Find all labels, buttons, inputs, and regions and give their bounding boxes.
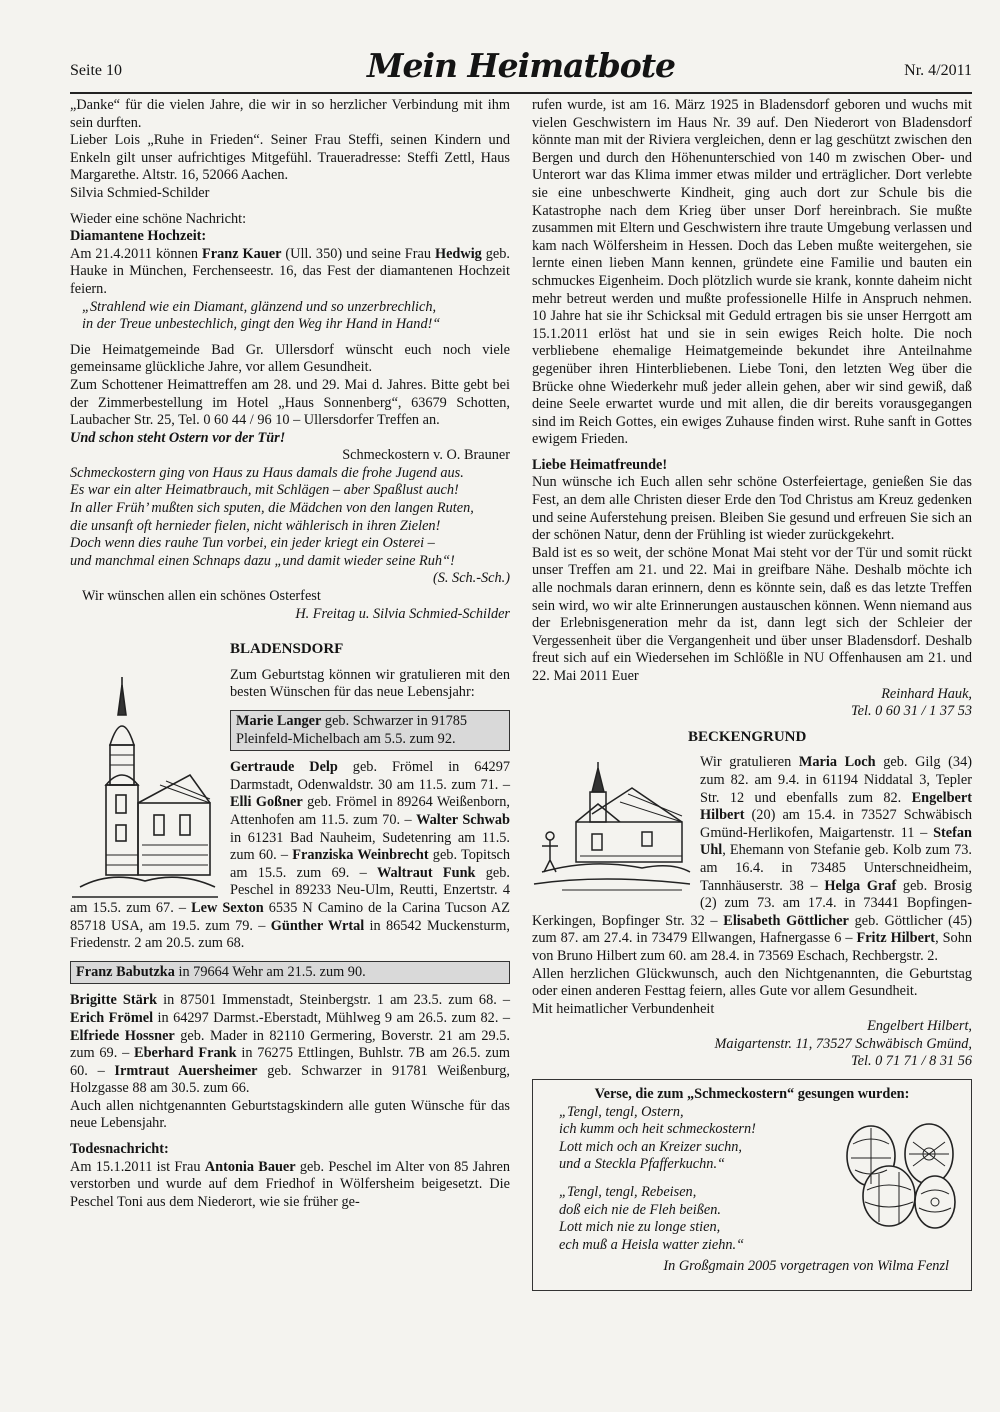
bladensdorf-birthdays-more: Brigitte Stärk in 87501 Immenstadt, Steinbergstr. 1 am 23.5. zum 68. – Erich Frömel in 64297 Darmst.-Eberstadt, Mühlweg 9 am 26.5. zum 82. – Elfriede Hossner geb. Mader in 82110 Germering, Boverstr. 21 am 29.5. zum 69. – Eberhard Frank in 76275 Ettlingen, Buhlstr. 7B am 26.5. zum 60. – Irmtraut Auersheimer geb. Schwarzer in 91781 Weißenburg, Holzgasse 88 am 30.5. zum 66. [70,992,511,1097]
poem-line: die unsanft oft hernieder fielen, nicht wählerisch in ihren Zielen! [70,517,441,534]
wedding-quote-line: „Strahlend wie ein Diamant, glänzend und so unzerbrechlich, [82,298,437,315]
page-header [70,46,972,94]
easter-eggs-illustration [841,1114,961,1232]
verse-line: ech muß a Heisla watter ziehn.“ [559,1236,745,1253]
diamond-wedding-text: Am 21.4.2011 können Franz Kauer (Ull. 350) und seine Frau Hedwig geb. Hauke in München, Ferchenseestr. 16, das Fest der diamantenen Hochzeit feiern. [70,245,510,297]
obituary-heading: Todesnachricht: [70,1141,169,1158]
poem-line: In aller Früh’ mußten sich sputen, die Mädchen von den langen Ruten, [70,500,474,517]
church-illustration [70,675,220,900]
easter-wish: Wir wünschen allen ein schönes Osterfest [82,588,321,605]
birthday-closing: Auch allen nichtgenannten Geburtstagskindern alle guten Wünsche für das neue Lebensjahr. [70,1097,510,1132]
condolence-paragraph: Lieber Lois „Ruhe in Frieden“. Seiner Frau Steffi, seinen Kindern und Enkeln gilt unser aufrichtiges Mitgefühl. Traueradresse: Steffi Zettl, Haus Margarethe. Altstr. 16, 52066 Aachen. [70,132,510,184]
page-number: Seite 10 [70,62,122,79]
verse-line: doß eich nie de Fleh beißen. [559,1201,721,1218]
left-column [70,97,510,1211]
diamond-wedding-heading: Diamantene Hochzeit: [70,228,207,245]
poem-line: Schmeckostern ging von Haus zu Haus damals die frohe Jugend aus. [70,464,464,481]
masthead-title: Mein Heimatbote [366,46,676,85]
wishes-paragraph: Die Heimatgemeinde Bad Gr. Ullersdorf wünscht euch noch viele gemeinsame glückliche Jahre, vor allem Gesundheit. [70,341,510,376]
poem-line: Es war ein alter Heimatbrauch, mit Schlägen – aber Spaßlust auch! [70,482,459,499]
meeting-reminder: Bald ist es so weit, der schöne Monat Mai steht vor der Tür und somit rückt unser Treffen am 21. und 22. Mai in greifbare Nähe. Deshalb möchte ich alle nochmals daran erinnern, denn es könnte sein, daß es das letzte Treffen sein wird, wo wir alte Erinnerungen austauschen können. Wenn niemand aus der Erlebnisgeneration mehr da ist, dann legt sich der Schleier der Vergessenheit über die Vergangenheit und über unser Bladensdorf. Deshalb freut sich auf ein Wiedersehen im Schlößle in NU Offenhausen am 21. und 22. Mai 2011 Euer [532,544,972,684]
easter-heading: Und schon steht Ostern vor der Tür! [70,429,286,446]
easter-verses-box [532,1079,972,1291]
poem-attribution: Schmeckostern v. O. Brauner [342,447,510,464]
poem-signature: (S. Sch.-Sch.) [432,570,510,587]
poem-line: Doch wenn dies rauhe Tun vorbei, ein jeder kriegt ein Osterei – [70,535,435,552]
chapel-illustration [532,762,692,897]
greeting-heading: Liebe Heimatfreunde! [532,456,668,473]
beckengrund-greeting: Mit heimatlicher Verbundenheit [532,1000,715,1017]
beckengrund-signature: Engelbert Hilbert, [867,1018,972,1035]
right-column [532,97,972,1291]
verse-line: und a Steckla Pfafferkuchn.“ [559,1156,725,1173]
beckengrund-closing: Allen herzlichen Glückwunsch, auch den Nichtgenannten, die Geburtstag oder einen anderen Festtag feiern, alles Gute vor allem Gesundheit. [532,965,972,1000]
beckengrund-address: Maigartenstr. 11, 73527 Schwäbisch Gmünd, [714,1035,972,1052]
verse-line: Lott mich och an Kreizer suchn, [559,1138,742,1155]
obituary-text: Am 15.1.2011 ist Frau Antonia Bauer geb. Peschel im Alter von 85 Jahren verstorben und wurde auf dem Friedhof in Wölfersheim beigesetzt. Die Peschel Toni aus dem Niederort, wie sie früher ge- [70,1158,510,1210]
easter-greeting: Nun wünsche ich Euch allen sehr schöne Osterfeiertage, genießen Sie das Fest, an dem alle Christen dieser Erde den Tod Christus am Kreuz gedenken und seine Auferstehung preisen. Bleiben Sie gesund und erfreuen Sie sich an der schönen Natur, denn der Frühling ist wieder zurückgekehrt. [532,474,972,544]
verse-line: „Tengl, tengl, Ostern, [559,1103,684,1120]
birthday-highlight-box: Franz Babutzka in 79664 Wehr am 21.5. zum 90. [70,961,510,985]
bladensdorf-heading: BLADENSDORF [230,641,344,658]
obituary-continuation: rufen wurde, ist am 16. März 1925 in Bladensdorf geboren und wuchs mit vielen Geschwistern im Haus Nr. 39 auf. Den Niederort von Bladensdorf könnte man mit der Riviera vergleichen, denn er lag geschützt zwischen den Bergen und durch den Höhenunterschied von 140 m zwischen Ober- und Unterort war das Klima immer etwas milder und erträglicher. Dort verlebte sie eine unbeschwerte Kindheit, ging auch dort zur Schule bis die Katastrophe nach dem Krieg über unser Dorf hereinbrach. Sie mußte zusammen mit Eltern und Geschwistern ihre traute Umgebung verlassen und kam nach Wölfersheim in Hessen. Doch das Leben mußte weitergehen, sie lernte einen lieben Mann kennen, gründete eine Familie und bauten ein schmuckes Eigenheim. Doch plötzlich wurde sie krank, konnte daheim nicht mehr betreut werden und mußte professionelle Hilfe in Anspruch nehmen. 10 Jahre hat sie ihr Schicksal mit Geduld ertragen bis sie unser Herrgott am 15.1.2011 erlöst hat und sie in sein ewiges Reich holte. Die noch verbliebene ehemalige Heimatgemeinde bekundet ihre Anteilnahme gegenüber ihren Hinterbliebenen. Liebe Toni, den letzten Weg über die Brücke ohne Wiederkehr muß jeder allein gehen, aber wir sind gewiß, daß deine Seele erwartet wurde und mit allen, die dir bereits vorausgegangen sind im Reich Gottes, ein ewiges Zuhause finden wirst. Ruhe sanft in Gottes ewigem Frieden. [532,97,972,448]
meeting-paragraph: Zum Schottener Heimattreffen am 28. und 29. Mai d. Jahres. Bitte gebt bei der Zimmerbestellung im Hotel „Haus Sonnenberg“, 63679 Schotten, Laubacher Str. 25, Tel. 0 60 44 / 96 10 – Ullersdorfer Treffen an. [70,376,510,429]
reminder-signature: Reinhard Hauk, [881,685,972,702]
reminder-phone: Tel. 0 60 31 / 1 37 53 [850,703,972,720]
wedding-quote-line: in der Treue unbestechlich, gingt den Weg ihr Hand in Hand!“ [82,316,441,333]
verse-line: Lott mich nie zu longe stien, [559,1219,721,1236]
verse-line: „Tengl, tengl, Rebeisen, [559,1184,697,1201]
thanks-paragraph: „Danke“ für die vielen Jahre, die wir in so herzlicher Verbindung mit ihm sein durften. [70,97,510,131]
beckengrund-birthdays: Wir gratulieren Maria Loch geb. Gilg (34) zum 82. am 9.4. in 61194 Niddatal 3, Tepler Str. 12 und ebenfalls zum 82. Engelbert Hilbert (20) am 15.4. in 73527 Schwäbisch Gmünd-Herlikofen, Maigartenstr. 11 – Stefan Uhl, Ehemann von Stefanie geb. Kolb zum 73. am 16.4. in 73485 Unterschneidheim, Tannhäuserstr. 38 – Helga Graf geb. Brosig (2) zum 73. am 17.4. in 73441 Bopfingen-Kerkingen, Bopfinger Str. 32 – Elisabeth Göttlicher geb. Göttlicher (45) zum 87. am 27.4. in 73479 Ellwangen, Hafnergasse 6 – Fritz Hilbert, Sohn von Bruno Hilbert zum 60. am 28.4. in 73569 Eschach, Rechbergstr. 2. [532,754,973,964]
bladensdorf-birthdays: Gertraude Delp geb. Frömel in 64297 Darmstadt, Odenwaldstr. 30 am 11.5. zum 71. – Elli Goßner geb. Frömel in 89264 Weißenborn, Attenhofen am 11.5. zum 70. – Walter Schwab in 61231 Bad Nauheim, Sudetenring am 11.5. zum 60. – Franziska Weinbrecht geb. Topitsch am 15.5. zum 69. – Waltraut Funk geb. Peschel in 89233 Neu-Ulm, Reutti, Enzertstr. 4 am 15.5. zum 67. – Lew Sexton 6535 N Camino de la Carina Tucson AZ 85718 USA, am 19.5. zum 79. – Günther Wrtal in 86542 Muckensturm, Friedenstr. 2 am 20.5. zum 68. [70,759,510,952]
poem-line: und manchmal einen Schnaps dazu „und damit wieder seine Ruh“! [70,552,455,569]
verses-credit: In Großgmain 2005 vorgetragen von Wilma Fenzl [663,1258,949,1275]
bladensdorf-intro: Zum Geburtstag können wir gratulieren mit den besten Wünschen für das neue Lebensjahr: [230,666,510,701]
issue-number: Nr. 4/2011 [904,62,972,79]
wish-signature: H. Freitag u. Silvia Schmied-Schilder [295,605,510,622]
easter-poem [70,465,510,571]
verse-line: ich kumm och heit schmeckostern! [559,1121,756,1138]
beckengrund-phone: Tel. 0 71 71 / 8 31 56 [850,1053,972,1070]
news-intro: Wieder eine schöne Nachricht: [70,210,247,227]
birthday-highlight-box: Marie Langer geb. Schwarzer in 91785 Pleinfeld-Michelbach am 5.5. zum 92. [230,710,510,751]
author-signature: Silvia Schmied-Schilder [70,184,210,201]
beckengrund-heading: BECKENGRUND [688,728,807,745]
verses-title: Verse, die zum „Schmeckostern“ gesungen wurden: [594,1086,910,1103]
